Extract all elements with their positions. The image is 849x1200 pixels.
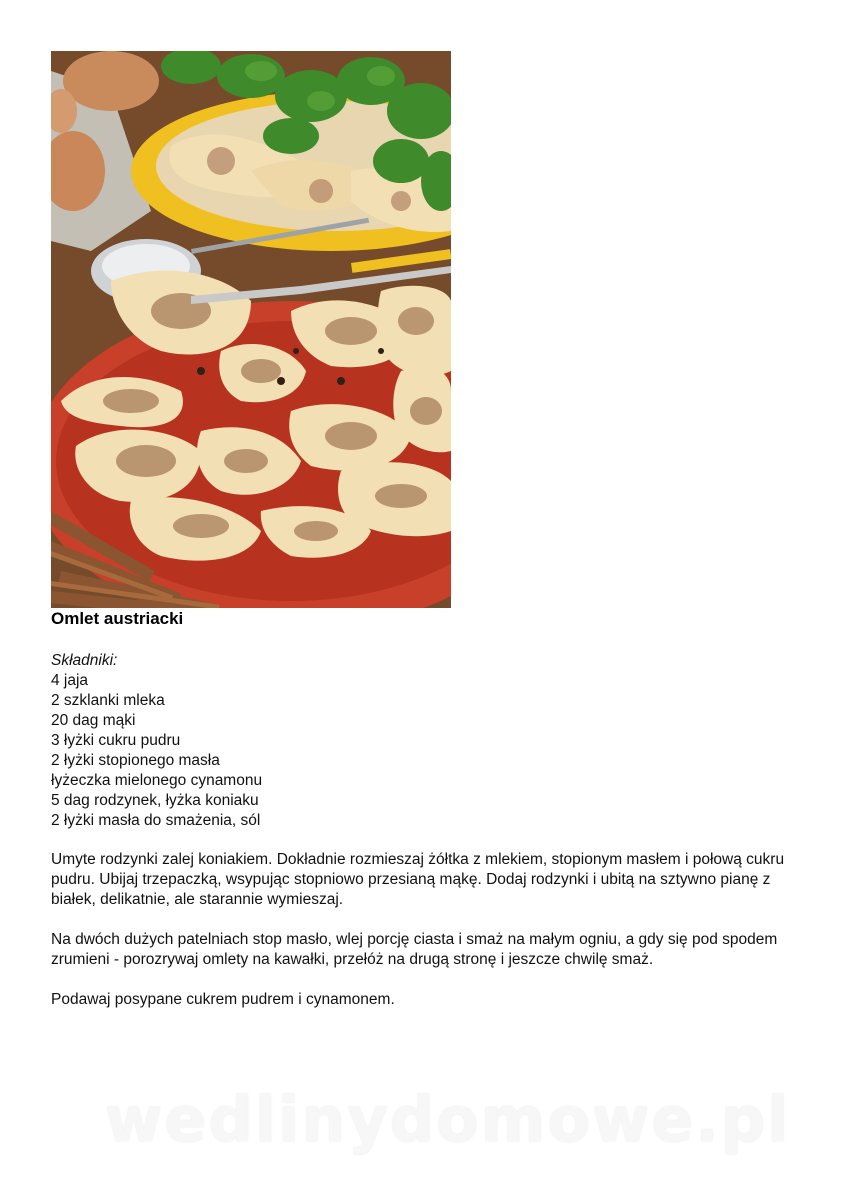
ingredient-item: 2 łyżki masła do smażenia, sól (51, 812, 261, 829)
ingredient-item: 2 łyżki stopionego masła (51, 752, 220, 769)
ingredient-item: 3 łyżki cukru pudru (51, 732, 181, 749)
ingredient-item: 5 dag rodzynek, łyżka koniaku (51, 792, 259, 809)
recipe-title: Omlet austriacki (51, 609, 184, 628)
ingredient-item: 4 jaja (51, 672, 89, 689)
recipe-body (51, 651, 811, 1010)
ingredient-item: 2 szklanki mleka (51, 692, 165, 709)
instructions-paragraph: Na dwóch dużych patelniach stop masło, wlej porcję ciasta i smaż na małym ogniu, a gdy się pod spodem zrumieni - porozrywaj omlety na kawałki, przełóż na drugą stronę i jeszcze chwilę smaż. (51, 931, 778, 968)
watermark: wedlinydomowe.pl (105, 1083, 791, 1156)
recipe-photo (51, 51, 451, 608)
ingredient-item: łyżeczka mielonego cynamonu (51, 772, 263, 789)
serving-paragraph: Podawaj posypane cukrem pudrem i cynamonem. (51, 991, 395, 1008)
instructions-paragraph: Umyte rodzynki zalej koniakiem. Dokładnie rozmieszaj żółtka z mlekiem, stopionym masłem i połową cukru pudru. Ubijaj trzepaczką, wsypując stopniowo przesianą mąkę. Dodaj rodzynki i ubitą na sztywno pianę z białek, delikatnie, ale starannie wymieszaj. (51, 851, 785, 908)
ingredient-item: 20 dag mąki (51, 712, 136, 729)
ingredients-list (51, 671, 811, 831)
ingredients-heading: Składniki: (51, 652, 118, 669)
